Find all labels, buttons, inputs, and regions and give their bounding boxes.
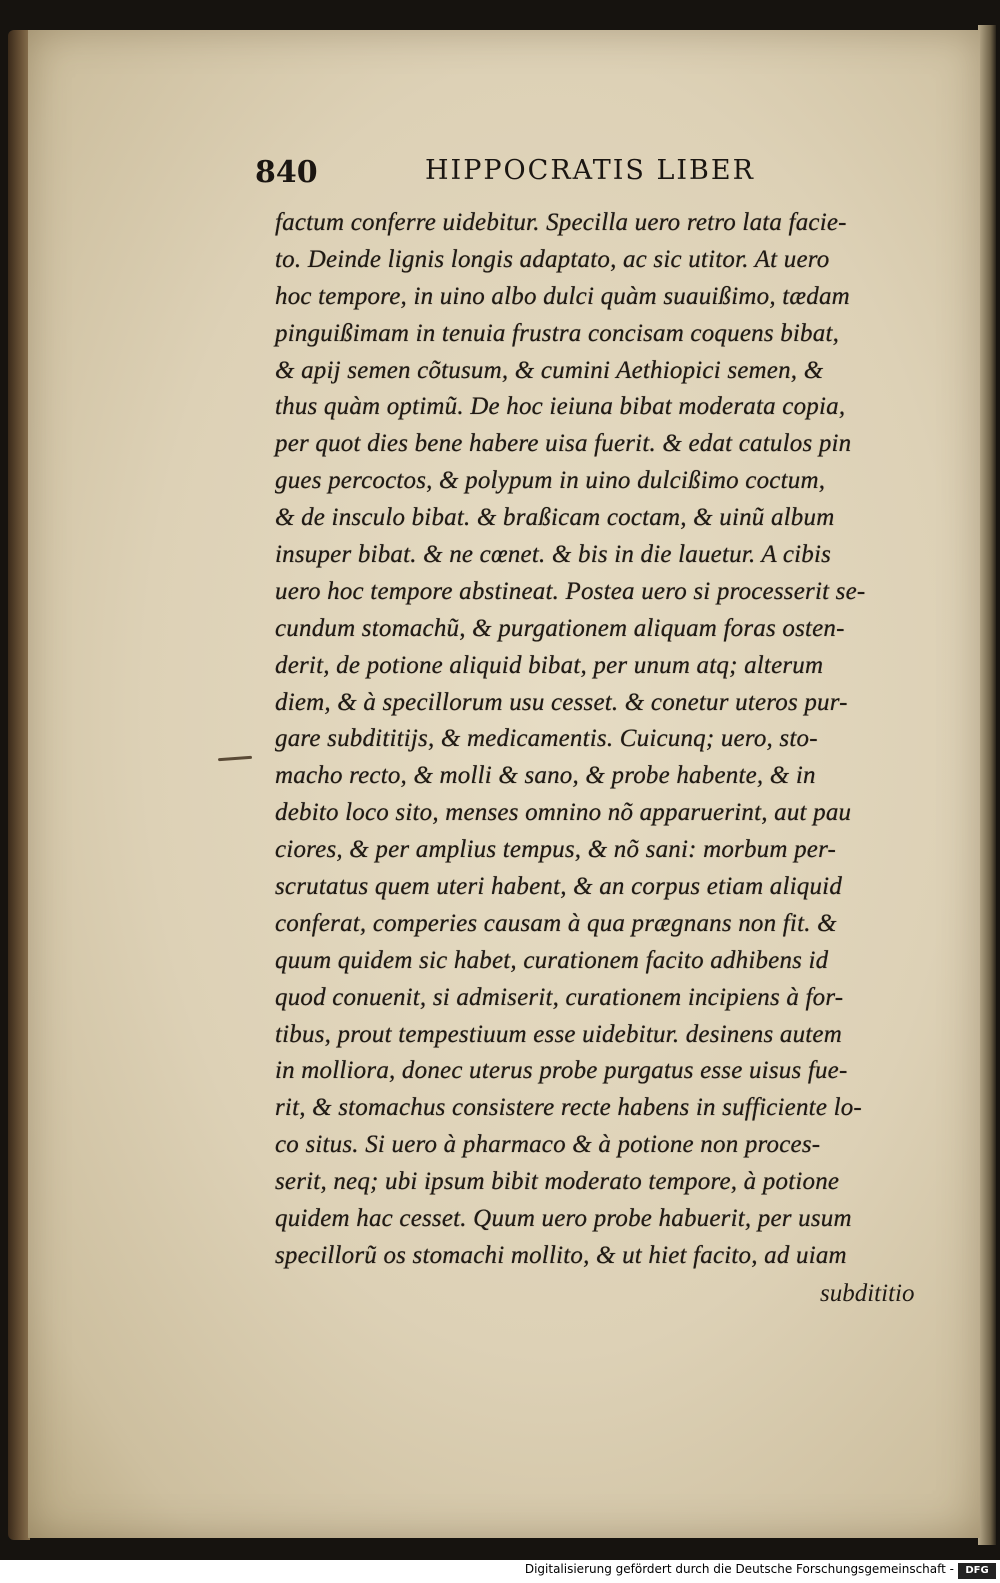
- text-line: scrutatus quem uteri habent, & an corpus etiam aliquid: [275, 873, 843, 901]
- text-line: in molliora, donec uterus probe purgatus esse uisus fue-: [275, 1057, 848, 1085]
- text-line: co situs. Si uero à pharmaco & à potione non proces-: [275, 1131, 821, 1159]
- digitization-footer: [0, 1560, 1000, 1583]
- text-line: & apij semen cõtusum, & cumini Aethiopici semen, &: [275, 356, 824, 384]
- text-line: quum quidem sic habet, curationem facito adhibens id: [275, 946, 829, 974]
- text-line: to. Deinde lignis longis adaptato, ac sic utitor. At uero: [275, 245, 830, 273]
- page-edge-stack: [978, 25, 996, 1545]
- book-spine-edge: [8, 30, 30, 1540]
- text-line: derit, de potione aliquid bibat, per unum atq; alterum: [275, 651, 824, 679]
- text-line: diem, & à specillorum usu cesset. & conetur uteros pur-: [275, 688, 848, 716]
- text-line: conferat, comperies causam à qua prægnans non fit. &: [275, 909, 837, 937]
- text-line: hoc tempore, in uino albo dulci quàm suauißimo, tædam: [275, 282, 850, 310]
- text-line: insuper bibat. & ne cœnet. & bis in die lauetur. A cibis: [275, 541, 832, 569]
- page-header: [255, 155, 815, 195]
- text-line: uero hoc tempore abstineat. Postea uero si processerit se-: [275, 577, 866, 605]
- text-line: cundum stomachũ, & purgationem aliquam foras osten-: [275, 614, 845, 642]
- text-line: gare subdititijs, & medicamentis. Cuicunq; uero, sto-: [275, 725, 818, 753]
- text-line: tibus, prout tempestiuum esse uidebitur. desinens autem: [275, 1020, 842, 1048]
- body-text: [275, 205, 925, 1275]
- text-line: pinguißimam in tenuia frustra concisam coquens bibat,: [275, 319, 840, 347]
- dfg-logo: DFG: [958, 1563, 996, 1579]
- text-line: factum conferre uidebitur. Specilla uero retro lata facie-: [275, 209, 847, 236]
- text-line: specillorũ os stomachi mollito, & ut hiet facito, ad uiam: [275, 1241, 847, 1269]
- text-line: per quot dies bene habere uisa fuerit. & edat catulos pin: [275, 430, 852, 458]
- text-line: ciores, & per amplius tempus, & nõ sani: morbum per-: [275, 836, 837, 864]
- catchword: subdititio: [820, 1280, 915, 1307]
- running-title: HIPPOCRATIS LIBER: [425, 155, 755, 186]
- funding-credit: Digitalisierung gefördert durch die Deutsche Forschungsgemeinschaft -: [524, 1562, 954, 1576]
- text-line: rit, & stomachus consistere recte habens in sufficiente lo-: [275, 1094, 862, 1122]
- page-number: 840: [255, 155, 318, 190]
- text-line: macho recto, & molli & sano, & probe habente, & in: [275, 762, 816, 790]
- text-line: thus quàm optimũ. De hoc ieiuna bibat moderata copia,: [275, 393, 846, 421]
- text-line: quidem hac cesset. Quum uero probe habuerit, per usum: [275, 1205, 852, 1233]
- text-line: debito loco sito, menses omnino nõ apparuerint, aut pau: [275, 799, 852, 827]
- text-line: gues percoctos, & polypum in uino dulcißimo coctum,: [275, 467, 826, 495]
- text-line: & de insculo bibat. & braßicam coctam, & uinũ album: [275, 504, 835, 532]
- text-line: quod conuenit, si admiserit, curationem incipiens à for-: [275, 983, 844, 1011]
- text-line: serit, neq; ubi ipsum bibit moderato tempore, à potione: [275, 1168, 840, 1196]
